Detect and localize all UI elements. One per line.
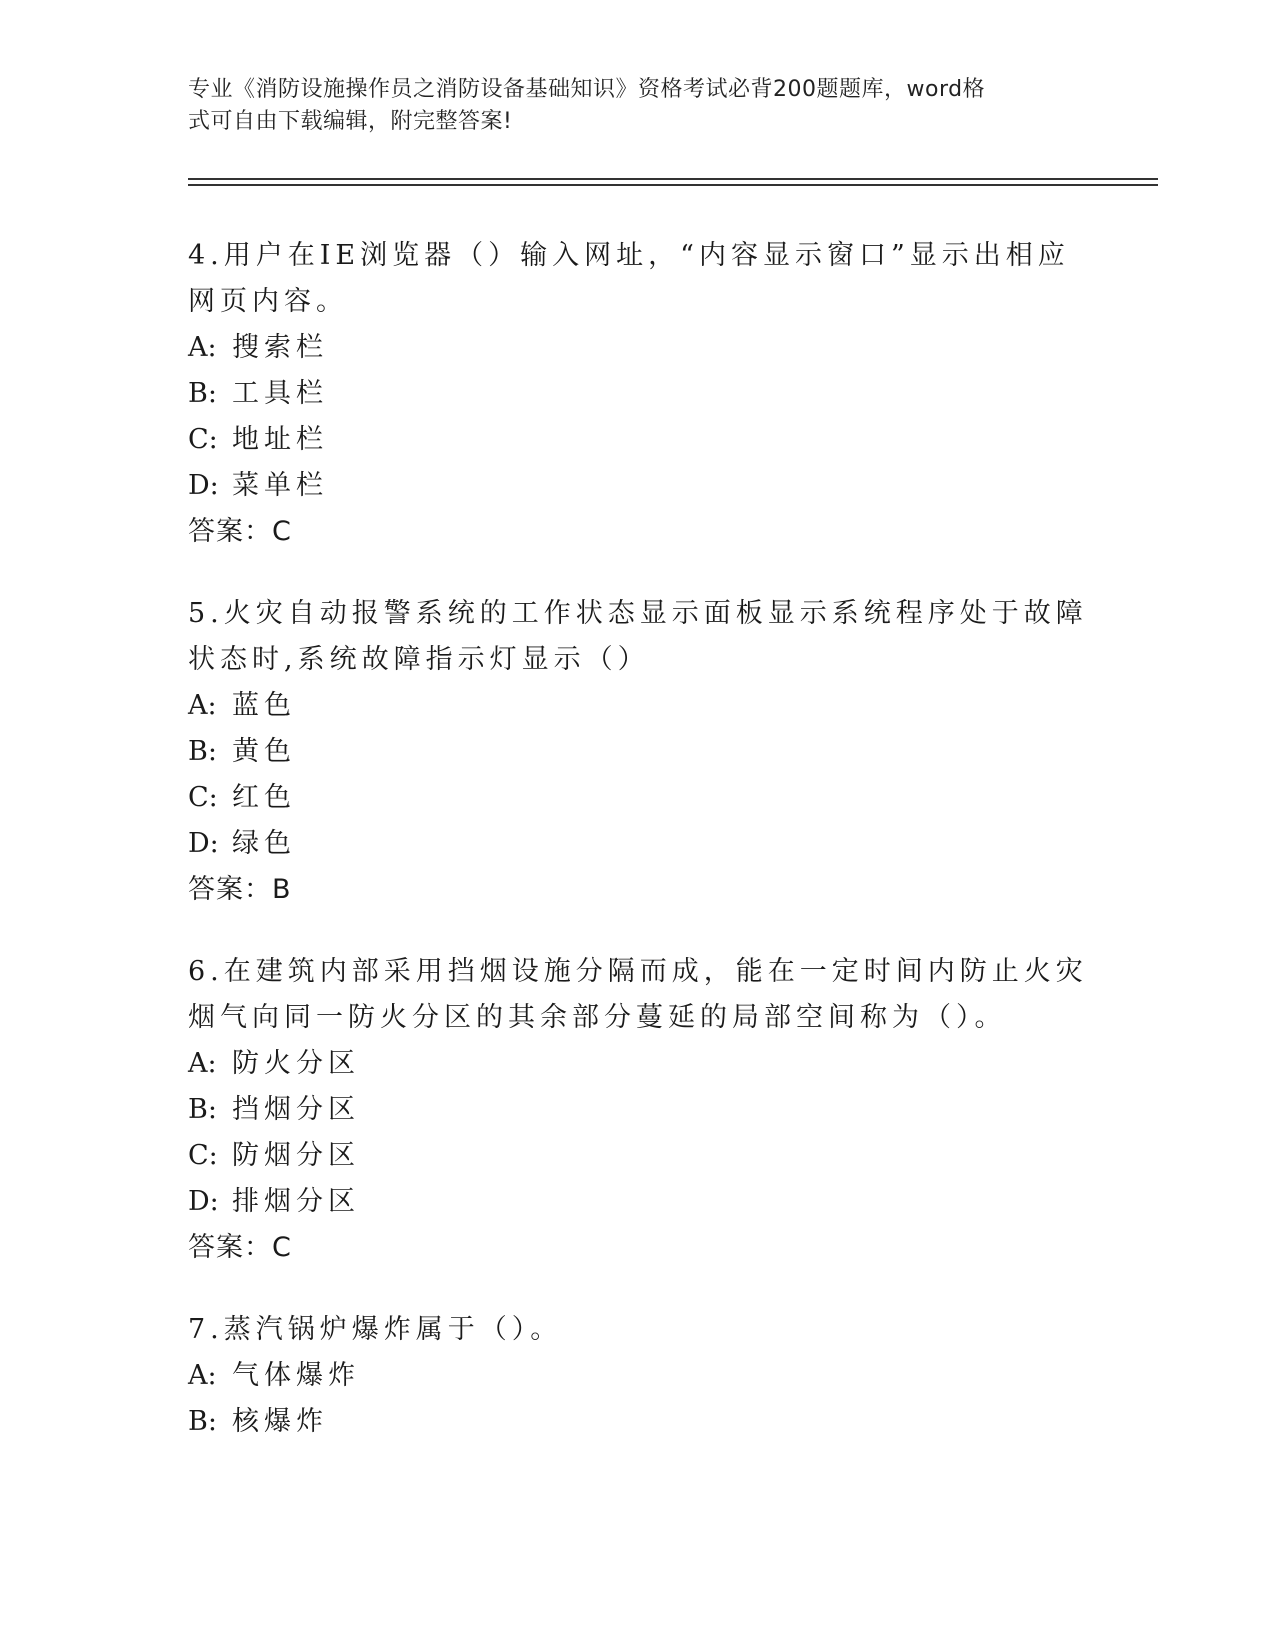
option-text: 红色 xyxy=(232,782,296,813)
option-text: 黄色 xyxy=(232,736,296,767)
option-text: 工具栏 xyxy=(232,378,328,409)
option-a xyxy=(188,325,1088,371)
question-4 xyxy=(188,233,1088,555)
answer-line: 答案：C xyxy=(188,516,292,547)
question-5 xyxy=(188,591,1088,913)
option-d xyxy=(188,463,1088,509)
option-b xyxy=(188,1087,1088,1133)
option-text: 挡烟分区 xyxy=(232,1094,360,1125)
option-text: 菜单栏 xyxy=(232,470,328,501)
option-key: A: xyxy=(188,332,217,363)
option-key: A: xyxy=(188,1048,217,1079)
header-title-line-2: 式可自由下载编辑，附完整答案! xyxy=(188,109,513,134)
option-text: 蓝色 xyxy=(232,690,296,721)
header-divider-bottom xyxy=(188,184,1158,186)
answer-line: 答案：C xyxy=(188,1232,292,1263)
option-a xyxy=(188,1353,1088,1399)
option-key: D: xyxy=(188,828,219,859)
option-key: B: xyxy=(188,736,217,767)
option-a xyxy=(188,1041,1088,1087)
option-text: 核爆炸 xyxy=(232,1406,328,1437)
question-stem: 6.在建筑内部采用挡烟设施分隔而成，能在一定时间内防止火灾烟气向同一防火分区的其余部分蔓延的局部空间称为（）。 xyxy=(188,956,1088,1033)
option-text: 搜索栏 xyxy=(232,332,328,363)
option-key: B: xyxy=(188,1406,217,1437)
question-stem: 7.蒸汽锅炉爆炸属于（）。 xyxy=(188,1314,563,1345)
option-key: B: xyxy=(188,378,217,409)
option-key: C: xyxy=(188,782,218,813)
option-key: A: xyxy=(188,690,217,721)
option-d xyxy=(188,821,1088,867)
document-header xyxy=(188,74,1068,138)
option-text: 气体爆炸 xyxy=(232,1360,360,1391)
question-6 xyxy=(188,949,1088,1271)
header-title-line-1: 专业《消防设施操作员之消防设备基础知识》资格考试必背200题题库，word格 xyxy=(188,77,986,102)
option-key: C: xyxy=(188,424,218,455)
option-a xyxy=(188,683,1088,729)
question-list xyxy=(188,233,1088,1481)
question-stem: 5.火灾自动报警系统的工作状态显示面板显示系统程序处于故障状态时,系统故障指示灯显示（） xyxy=(188,598,1088,675)
option-b xyxy=(188,371,1088,417)
option-text: 地址栏 xyxy=(232,424,328,455)
option-c xyxy=(188,417,1088,463)
question-7 xyxy=(188,1307,1088,1445)
option-d xyxy=(188,1179,1088,1225)
option-key: A: xyxy=(188,1360,217,1391)
option-text: 防火分区 xyxy=(232,1048,360,1079)
option-b xyxy=(188,729,1088,775)
option-c xyxy=(188,775,1088,821)
header-divider-top xyxy=(188,178,1158,180)
answer-line: 答案：B xyxy=(188,874,292,905)
option-b xyxy=(188,1399,1088,1445)
option-key: D: xyxy=(188,1186,219,1217)
option-text: 排烟分区 xyxy=(232,1186,360,1217)
option-key: B: xyxy=(188,1094,217,1125)
option-text: 防烟分区 xyxy=(232,1140,360,1171)
option-c xyxy=(188,1133,1088,1179)
option-text: 绿色 xyxy=(232,828,296,859)
option-key: D: xyxy=(188,470,219,501)
question-stem: 4.用户在IE浏览器（）输入网址，“内容显示窗口”显示出相应网页内容。 xyxy=(188,240,1070,317)
option-key: C: xyxy=(188,1140,218,1171)
